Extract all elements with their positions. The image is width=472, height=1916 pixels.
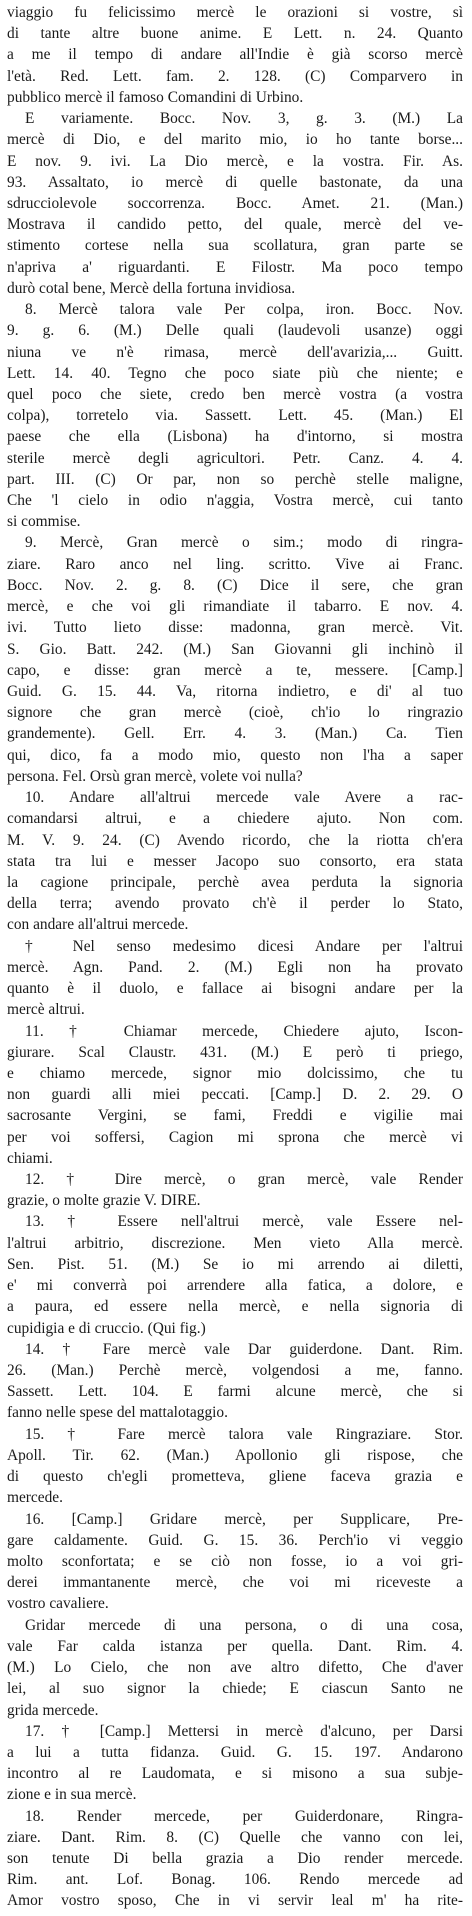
text-line: quanto è il duolo, e fallace ai bisogni andare per la <box>7 980 463 998</box>
text-line: Rim. ant. Lof. Bonag. 106. Rendo mercede ad <box>7 1871 463 1889</box>
text-line: molto sconfortata; e se ciò non fosse, io a voi gri- <box>7 1552 463 1570</box>
text-line: fanno nelle spese del mattalotaggio. <box>7 1404 228 1422</box>
text-line: mercè. Agn. Pand. 2. (M.) Egli non ha provato <box>7 958 463 976</box>
text-line: 16. [Camp.] Gridare mercè, per Supplicare, Pre- <box>25 1510 463 1528</box>
text-line: quel poco che siete, credo ben mercè vostra (a vostra <box>7 385 463 403</box>
text-line: son tenute Di bella grazia a Dio render mercede. <box>7 1850 463 1868</box>
text-line: sdrucciolevole soccorrenza. Bocc. Amet. 21. (Man.) <box>7 194 463 212</box>
text-line: persona. Fel. Orsù gran mercè, volete voi nulla? <box>7 767 303 785</box>
text-line: cupidigia e di cruccio. (Qui fig.) <box>7 1319 206 1337</box>
text-line: Che 'l cielo in odio n'aggia, Vostra mercè, cui tanto <box>7 492 463 510</box>
text-line: comandarsi altrui, e a chiedere ajuto. Non com. <box>7 810 463 828</box>
text-line: M. V. 9. 24. (C) Avendo ricordo, che la riotta ch'era <box>7 831 463 849</box>
text-line: della terra; avendo provato ch'è il perder lo Stato, <box>7 895 463 913</box>
text-line: mercè di Dio, e del marito mio, io ho tante borse... <box>7 131 463 149</box>
text-line: Sen. Pist. 51. (M.) Se io mi arrendo ai diletti, <box>7 1255 463 1273</box>
text-line: † Nel senso medesimo dicesi Andare per l'altrui <box>25 937 463 955</box>
text-line: grandemente). Gell. Err. 4. 3. (Man.) Ca. Tien <box>7 725 463 743</box>
text-line: Guid. G. 15. 44. Va, ritorna indietro, e di' al tuo <box>7 683 463 700</box>
text-line: part. III. (C) Or par, non so perchè stelle maligne, <box>7 470 463 488</box>
text-line: Apoll. Tir. 62. (Man.) Apollonio gli rispose, che <box>7 1446 463 1464</box>
text-line: sterile mercè degli agricultori. Petr. Canz. 4. 4. <box>7 449 463 467</box>
text-line: Amor vostro sposo, Che in vi servir leal m' ha rite- <box>7 1892 463 1910</box>
text-line: stata tra lui e messer Jacopo suo consorto, era stata <box>7 852 463 870</box>
text-line: 26. (Man.) Perchè mercè, volgendosi a me, fanno. <box>7 1362 463 1379</box>
text-line: Sassett. Lett. 104. E farmi alcune mercè, che si <box>7 1383 463 1401</box>
text-line: a me il tempo di andare all'Indie è già scorso mercè <box>7 46 463 64</box>
text-line: con andare all'altrui mercede. <box>7 916 189 934</box>
text-line: si commise. <box>7 513 81 531</box>
text-line: capo, e disse: gran mercè a te, messere. [Camp.] <box>7 661 463 679</box>
text-line: giurare. Scal Claustr. 431. (M.) E però ti priego, <box>7 1043 463 1061</box>
text-line: 93. Assaltato, io mercè di quelle bastonate, da una <box>7 173 463 191</box>
text-line: Lett. 14. 40. Tegno che poco siate più che niente; e <box>7 364 463 382</box>
text-line: non guardi alli miei peccati. [Camp.] D. 2. 29. O <box>7 1086 463 1104</box>
text-line: Gridar mercede di una persona, o di una cosa, <box>25 1616 463 1634</box>
text-line: derei immantanente mercè, che voi mi riceveste a <box>7 1574 463 1592</box>
text-line: sacrosante Vergini, se fami, Freddi e vigilie mai <box>7 1107 463 1125</box>
text-line: 9. g. 6. (M.) Delle quali (laudevoli usanze) oggi <box>7 322 463 340</box>
text-line: di tante altre buone anime. E Lett. n. 24. Quanto <box>7 25 463 43</box>
text-line: 15. † Fare mercè talora vale Ringraziare. Stor. <box>25 1425 463 1443</box>
text-line: viaggio fu felicissimo mercè le orazioni si vostre, sì <box>7 4 463 21</box>
text-line: E nov. 9. ivi. La Dio mercè, e la vostra. Fir. As. <box>7 152 463 170</box>
text-line: 13. † Essere nell'altrui mercè, vale Essere nel- <box>25 1213 463 1231</box>
text-line: niuna ve n'è rimasa, mercè dell'avarizia,... Guitt. <box>7 343 463 361</box>
text-line: paese che ella (Lisbona) ha d'intorno, si mostra <box>7 428 463 446</box>
text-line: S. Gio. Batt. 242. (M.) San Giovanni gli inchinò il <box>7 640 463 658</box>
text-line: incontro al re Laudomata, e si misono a sua subje- <box>7 1765 463 1783</box>
text-line: n'apriva a' riguardanti. E Filostr. Ma poco tempo <box>7 258 463 276</box>
text-line: e' mi converrà poi arrendere alla fatica, a dolore, e <box>7 1277 463 1295</box>
text-line: 10. Andare all'altrui mercede vale Avere a rac- <box>25 789 463 807</box>
text-line: 11. † Chiamar mercede, Chiedere ajuto, Iscon- <box>25 1022 463 1040</box>
text-line: chiami. <box>7 1149 53 1167</box>
text-line: 12. † Dire mercè, o gran mercè, vale Render <box>25 1171 463 1189</box>
text-line: vale Far calda istanza per quella. Dant. Rim. 4. <box>7 1637 463 1655</box>
text-line: durò cotal bene, Mercè della fortuna invidiosa. <box>7 279 296 297</box>
text-line: 8. Mercè talora vale Per colpa, iron. Bocc. Nov. <box>25 301 463 319</box>
text-line: l'altrui arbitrio, discrezione. Men vieto Alla mercè. <box>7 1234 463 1252</box>
text-line: E variamente. Bocc. Nov. 3, g. 3. (M.) La <box>25 110 463 128</box>
text-line: a lui a tutta fidanza. Guid. G. 15. 197. Andarono <box>7 1743 463 1761</box>
text-line: e chiamo mercede, signor mio dolcissimo, che tu <box>7 1064 463 1082</box>
text-line: ziare. Raro anco nel ling. scritto. Vive ai Franc. <box>7 555 463 573</box>
text-line: lei, al suo signor la chiede; E ciascun Santo ne <box>7 1680 463 1698</box>
text-line: 18. Render mercede, per Guiderdonare, Ringra- <box>25 1807 463 1825</box>
text-line: l'età. Red. Lett. fam. 2. 128. (C) Comparvero in <box>7 67 463 85</box>
text-line: la cagione principale, perchè avea perduta la signoria <box>7 873 463 891</box>
text-line: 9. Mercè, Gran mercè o sim.; modo di ringra- <box>25 534 463 552</box>
text-line: vostro cavaliere. <box>7 1595 109 1613</box>
text-line: pubblico mercè il famoso Comandini di Urbino. <box>7 88 304 106</box>
text-line: zione e in sua mercè. <box>7 1786 137 1804</box>
text-line: 17. † [Camp.] Mettersi in mercè d'alcuno, per Darsi <box>25 1722 463 1740</box>
text-line: per voi soffersi, Cagion mi sprona che mercè vi <box>7 1128 463 1146</box>
text-line: ivi. Tutto lieto disse: madonna, gran mercè. Vit. <box>7 619 463 637</box>
text-line: Bocc. Nov. 2. g. 8. (C) Dice il sere, che gran <box>7 576 463 594</box>
text-line: ziare. Dant. Rim. 8. (C) Quelle che vanno con lei, <box>7 1828 463 1846</box>
text-line: stimento cortese nella sua scollatura, gran parte se <box>7 237 463 255</box>
text-line: mercede. <box>7 1489 63 1507</box>
text-line: qui, dico, fa a modo mio, questo non l'ha a saper <box>7 746 463 764</box>
text-line: gare caldamente. Guid. G. 15. 36. Perch'io vi veggio <box>7 1531 463 1549</box>
text-line: colpa), torretelo via. Sassett. Lett. 45. (Man.) El <box>7 407 463 425</box>
text-line: (M.) Lo Cielo, che non ave altro difetto, Che d'aver <box>7 1659 463 1677</box>
text-line: di questo ch'egli prometteva, gliene faceva grazia e <box>7 1468 463 1486</box>
text-line: 14. † Fare mercè vale Dar guiderdone. Dant. Rim. <box>25 1340 463 1358</box>
dictionary-page <box>7 2 463 1912</box>
text-line: signore che gran mercè (cioè, ch'io lo ringrazio <box>7 704 463 722</box>
text-line: a paura, ed essere nella mercè, e nella signoria di <box>7 1298 463 1316</box>
text-line: mercè altrui. <box>7 1001 85 1019</box>
text-line: mercè, e che voi gli rimandiate il tabarro. E nov. 4. <box>7 598 463 616</box>
text-line: grida mercede. <box>7 1701 99 1719</box>
text-line: grazie, o molte grazie V. DIRE. <box>7 1192 201 1210</box>
text-line: Mostrava il candido petto, del quale, mercè del ve- <box>7 216 463 234</box>
